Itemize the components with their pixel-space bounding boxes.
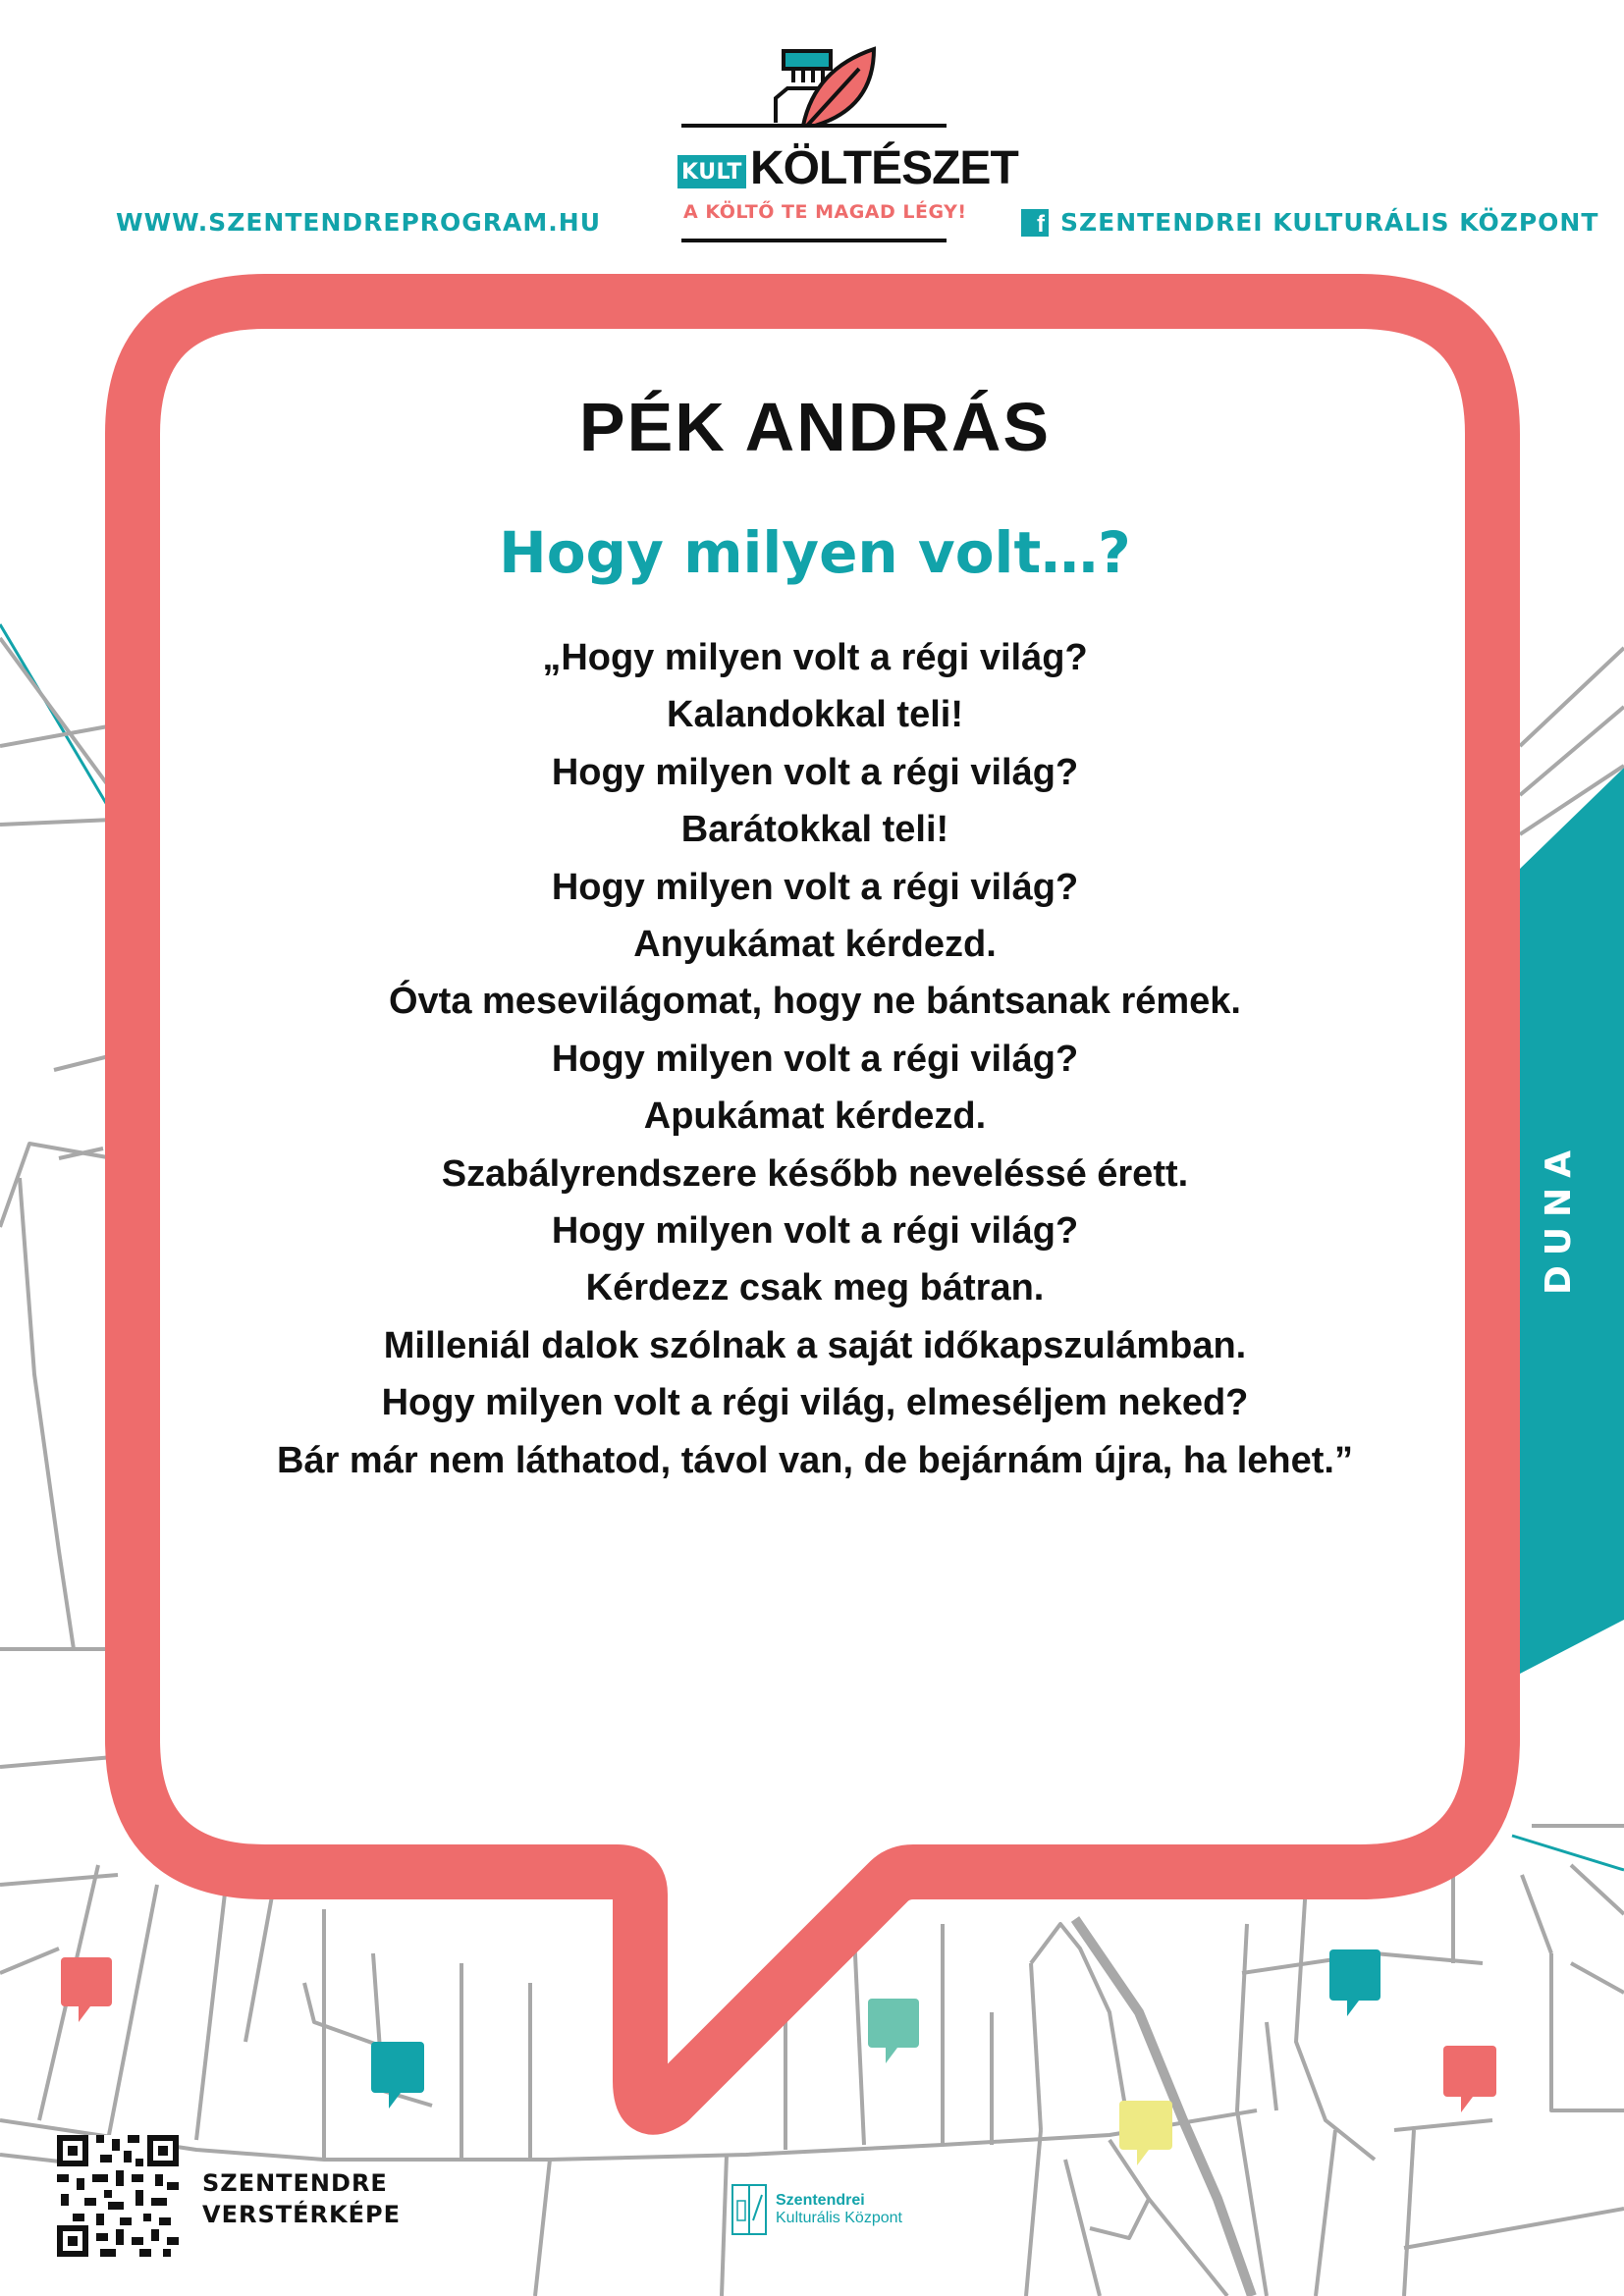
marker-teal-left xyxy=(371,2042,424,2109)
poem-line: Anyukámat kérdezd. xyxy=(633,924,997,966)
institution-icon xyxy=(729,2181,770,2238)
kult-kolteszet-logo xyxy=(677,39,1018,250)
poem-lines xyxy=(128,629,1502,1489)
map-label-line1: SZENTENDRE xyxy=(202,2169,388,2197)
poem-line: Szabályrendszere később neveléssé érett. xyxy=(441,1152,1189,1195)
river-label xyxy=(1520,1140,1598,1295)
map-label-line2: VERSTÉRKÉPE xyxy=(202,2201,401,2228)
facebook-icon: f xyxy=(1021,209,1049,237)
verstérkép-label xyxy=(202,2167,401,2230)
poem-line: Hogy milyen volt a régi világ, elmeséljem neked? xyxy=(381,1382,1249,1424)
marker-yellow xyxy=(1119,2101,1172,2165)
website-link[interactable]: WWW.SZENTENDREPROGRAM.HU xyxy=(116,208,601,237)
river-label-text: DUNA xyxy=(1539,1140,1580,1295)
poem-line: Hogy milyen volt a régi világ? xyxy=(551,751,1079,793)
poem-line: Kalandokkal teli! xyxy=(667,694,963,736)
institution-name-line1: Szentendrei xyxy=(776,2192,865,2209)
poem-line: Óvta mesevilágomat, hogy ne bántsanak rémek. xyxy=(388,981,1241,1023)
logo-tagline: A KÖLTŐ TE MAGAD LÉGY! xyxy=(683,201,967,223)
poem-line: Apukámat kérdezd. xyxy=(643,1095,987,1138)
poem-line: Milleniál dalok szólnak a saját időkapszulámban. xyxy=(383,1324,1247,1366)
institution-name xyxy=(776,2192,902,2227)
poem-line: Hogy milyen volt a régi világ? xyxy=(551,1038,1079,1080)
logo-title: KÖLTÉSZET xyxy=(750,142,1018,194)
marker-coral-left xyxy=(61,1957,112,2022)
poem-line: „Hogy milyen volt a régi világ? xyxy=(542,637,1088,678)
logo-kult-badge: KULT xyxy=(677,155,746,188)
poem-content xyxy=(128,388,1502,1489)
szentendrei-kulturalis-kozpont-logo xyxy=(729,2181,902,2238)
qr-code[interactable] xyxy=(57,2135,179,2257)
poem-line: Bár már nem láthatod, távol van, de bejárnám újra, ha lehet.” xyxy=(277,1439,1353,1481)
poem-title: Hogy milyen volt…? xyxy=(499,519,1131,586)
facebook-link[interactable] xyxy=(1021,208,1598,237)
poem-line: Hogy milyen volt a régi világ? xyxy=(551,866,1079,908)
marker-coral-right xyxy=(1443,2046,1496,2112)
marker-mint xyxy=(868,1999,919,2063)
poem-line: Barátokkal teli! xyxy=(680,809,949,851)
author-name: PÉK ANDRÁS xyxy=(578,389,1052,465)
marker-teal-right xyxy=(1329,1949,1380,2016)
poem-line: Kérdezz csak meg bátran. xyxy=(585,1267,1045,1309)
facebook-label: SZENTENDREI KULTURÁLIS KÖZPONT xyxy=(1060,208,1599,237)
poem-line: Hogy milyen volt a régi világ? xyxy=(551,1210,1079,1253)
institution-name-line2: Kulturális Központ xyxy=(776,2210,902,2226)
